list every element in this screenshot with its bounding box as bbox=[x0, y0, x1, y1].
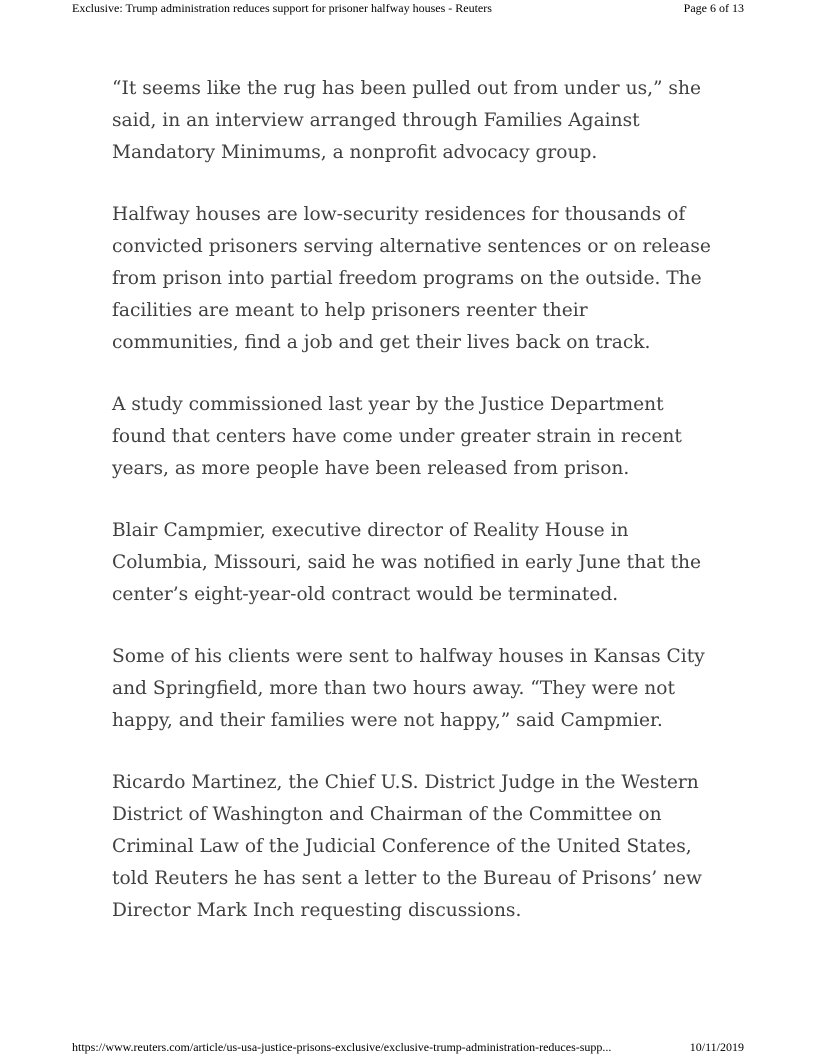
article-paragraph: Halfway houses are low-security residences for thousands of convicted prisoners serving alternative sentences or on release from prison into partial freedom programs on the outside. The facilities are meant to help prisoners reenter their communities, find a job and get their lives back on track. bbox=[112, 204, 711, 353]
article-body bbox=[112, 73, 712, 957]
article-paragraph: Some of his clients were sent to halfway houses in Kansas City and Springfield, more than two hours away. “They were not happy, and their families were not happy,” said Campmier. bbox=[112, 646, 705, 731]
article-paragraph: A study commissioned last year by the Justice Department found that centers have come under greater strain in recent years, as more people have been released from prison. bbox=[112, 394, 682, 479]
page-indicator: Page 6 of 13 bbox=[683, 1, 744, 15]
article-paragraph: Blair Campmier, executive director of Reality House in Columbia, Missouri, said he was notified in early June that the center’s eight-year-old contract would be terminated. bbox=[112, 520, 702, 605]
article-paragraph: Ricardo Martinez, the Chief U.S. District Judge in the Western District of Washington and Chairman of the Committee on Criminal Law of the Judicial Conference of the United States, told Reuters he has sent a letter to the Bureau of Prisons’ new Director Mark Inch requesting discussions. bbox=[112, 772, 702, 921]
print-footer bbox=[72, 1040, 744, 1055]
print-header bbox=[72, 1, 744, 16]
document-title: Exclusive: Trump administration reduces support for prisoner halfway houses - Reuters bbox=[72, 1, 492, 15]
page-url: https://www.reuters.com/article/us-usa-justice-prisons-exclusive/exclusive-trump-administration-reduces-supp... bbox=[72, 1040, 612, 1054]
print-date: 10/11/2019 bbox=[689, 1040, 744, 1054]
article-paragraph: “It seems like the rug has been pulled out from under us,” she said, in an interview arranged through Families Against Mandatory Minimums, a nonprofit advocacy group. bbox=[112, 78, 701, 163]
